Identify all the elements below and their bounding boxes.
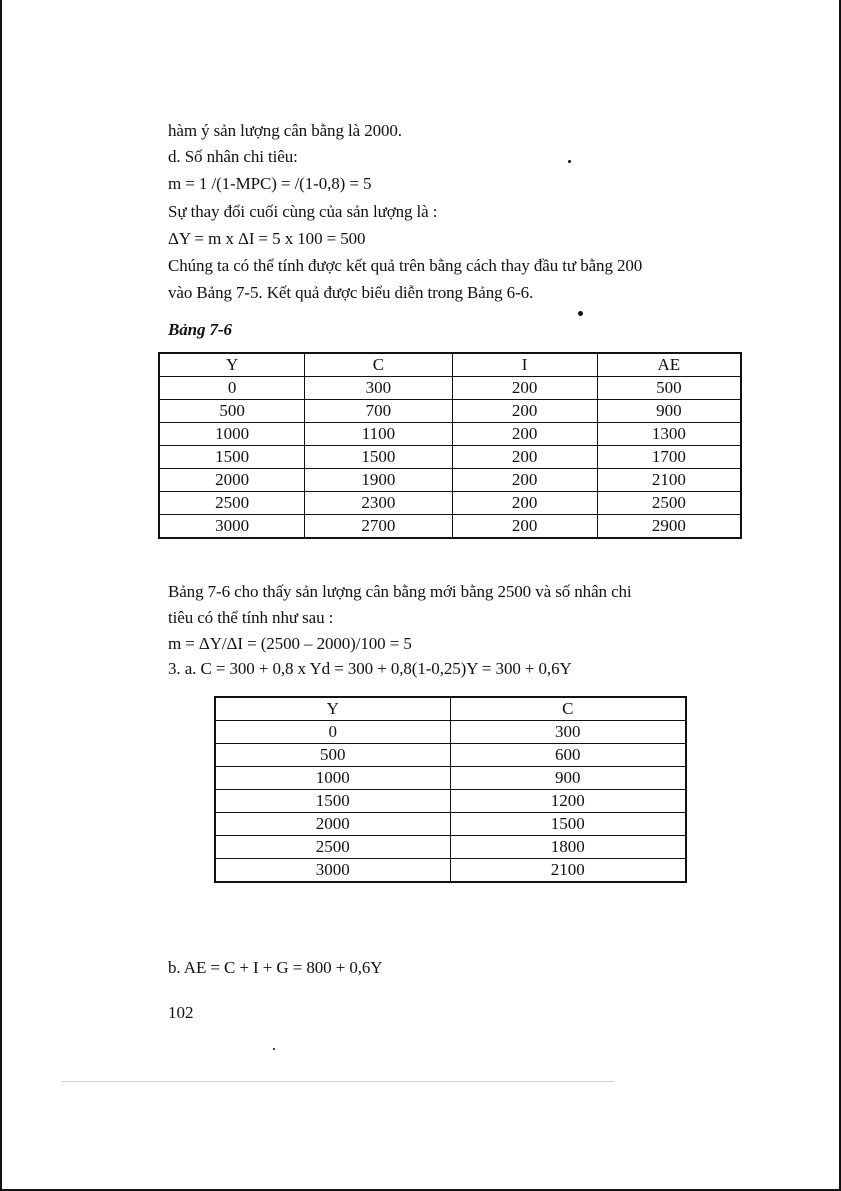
table-cell: 1200 — [450, 790, 686, 813]
table-cell: 200 — [452, 423, 597, 446]
table-cell: 600 — [450, 744, 686, 767]
table-cell: 1700 — [597, 446, 741, 469]
scan-speck — [273, 1048, 275, 1050]
text-line: Chúng ta có thể tính được kết quả trên bằng cách thay đầu tư bằng 200 — [168, 256, 643, 275]
table-row — [215, 836, 686, 859]
table-cell: 2500 — [215, 836, 450, 859]
table-cell: 2100 — [450, 859, 686, 883]
table-row — [159, 492, 741, 515]
table-cell: 1800 — [450, 836, 686, 859]
text-line: m = 1 /(1-MPC) = /(1-0,8) = 5 — [168, 174, 372, 193]
text-line: m = ΔY/ΔI = (2500 – 2000)/100 = 5 — [168, 634, 412, 653]
table-cell: 1900 — [305, 469, 452, 492]
table-caption: Bảng 7-6 — [168, 320, 232, 339]
table-cell: 2700 — [305, 515, 452, 539]
table-cell: 1500 — [215, 790, 450, 813]
table-header-row — [215, 697, 686, 721]
table-cell: 700 — [305, 400, 452, 423]
table-cell: 200 — [452, 377, 597, 400]
column-header: Y — [159, 353, 305, 377]
table-cell: 500 — [159, 400, 305, 423]
column-header: C — [305, 353, 452, 377]
table-cell: 3000 — [159, 515, 305, 539]
table-cell: 900 — [597, 400, 741, 423]
table-cell: 500 — [215, 744, 450, 767]
table-row — [159, 446, 741, 469]
text-line: tiêu có thể tính như sau : — [168, 608, 334, 627]
table-row — [215, 813, 686, 836]
table-row — [159, 515, 741, 539]
text-line: Sự thay đổi cuối cùng của sản lượng là : — [168, 202, 438, 221]
table-row — [215, 721, 686, 744]
page-number: 102 — [168, 1003, 194, 1022]
table-cell: 200 — [452, 492, 597, 515]
text-line: vào Bảng 7-5. Kết quả được biểu diễn trong Bảng 6-6. — [168, 283, 534, 302]
table-row — [159, 423, 741, 446]
table-cell: 1500 — [305, 446, 452, 469]
table-cell: 900 — [450, 767, 686, 790]
table-cell: 300 — [305, 377, 452, 400]
table-row — [215, 767, 686, 790]
table-cell: 2500 — [597, 492, 741, 515]
table-row — [159, 400, 741, 423]
table-cell: 2300 — [305, 492, 452, 515]
text-line: 3. a. C = 300 + 0,8 x Yd = 300 + 0,8(1-0,25)Y = 300 + 0,6Y — [168, 659, 572, 678]
table-header-row — [159, 353, 741, 377]
table-cell: 3000 — [215, 859, 450, 883]
scan-speck — [578, 311, 583, 316]
table-row — [215, 744, 686, 767]
table-cell: 1500 — [450, 813, 686, 836]
column-header: Y — [215, 697, 450, 721]
table-cell: 200 — [452, 446, 597, 469]
scan-frame-left — [0, 0, 2, 1191]
table-cell: 1000 — [159, 423, 305, 446]
scan-speck — [568, 160, 571, 163]
table-cell: 2000 — [159, 469, 305, 492]
text-line: Bảng 7-6 cho thấy sản lượng cân bằng mới bằng 2500 và số nhân chi — [168, 582, 632, 601]
table-cell: 1500 — [159, 446, 305, 469]
table-cell: 2900 — [597, 515, 741, 539]
bottom-rule — [62, 1081, 614, 1082]
table-cell: 1000 — [215, 767, 450, 790]
table-cell: 1100 — [305, 423, 452, 446]
table-row — [159, 469, 741, 492]
table-row — [215, 859, 686, 883]
table-cell: 200 — [452, 515, 597, 539]
table-cell: 2500 — [159, 492, 305, 515]
text-line: hàm ý sản lượng cân bằng là 2000. — [168, 121, 402, 140]
table-cell: 2000 — [215, 813, 450, 836]
table-cell: 500 — [597, 377, 741, 400]
column-header: I — [452, 353, 597, 377]
table-cell: 2100 — [597, 469, 741, 492]
text-line: b. AE = C + I + G = 800 + 0,6Y — [168, 958, 383, 977]
column-header: C — [450, 697, 686, 721]
table-cell: 300 — [450, 721, 686, 744]
table-y-c — [214, 696, 687, 883]
text-line: ΔY = m x ΔI = 5 x 100 = 500 — [168, 229, 366, 248]
table-cell: 0 — [159, 377, 305, 400]
column-header: AE — [597, 353, 741, 377]
table-cell: 1300 — [597, 423, 741, 446]
text-line: d. Số nhân chi tiêu: — [168, 147, 298, 166]
table-cell: 200 — [452, 469, 597, 492]
table-cell: 200 — [452, 400, 597, 423]
table-row — [215, 790, 686, 813]
table-bang-7-6 — [158, 352, 742, 539]
table-row — [159, 377, 741, 400]
table-cell: 0 — [215, 721, 450, 744]
